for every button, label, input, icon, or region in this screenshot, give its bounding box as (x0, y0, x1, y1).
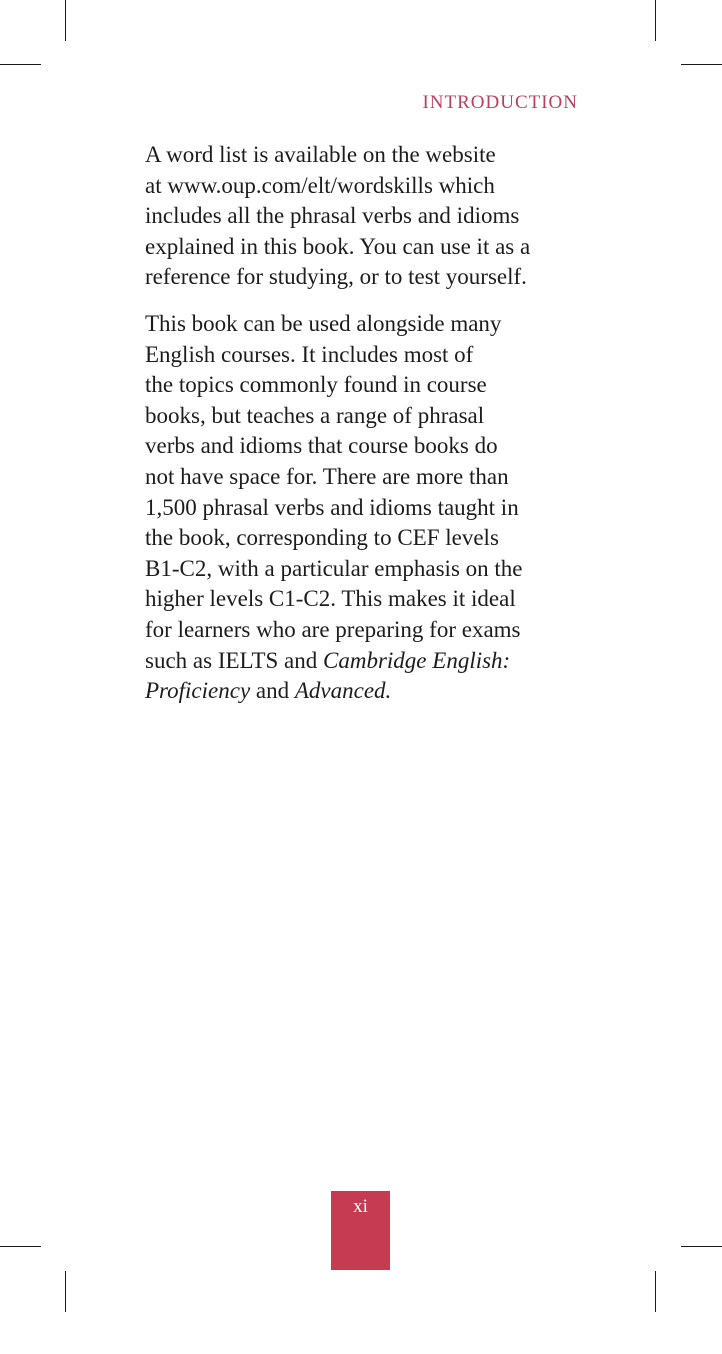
paragraph-word-list (145, 140, 585, 293)
text-line: This book can be used alongside many (145, 310, 502, 336)
text-run: and (250, 678, 295, 704)
crop-mark-bottom-left-h (0, 1246, 41, 1247)
text-line: reference for studying, or to test yourself. (145, 264, 527, 290)
text-line (145, 676, 585, 707)
paragraph-book-use (145, 309, 585, 707)
crop-mark-top-left (65, 0, 66, 41)
text-line: higher levels C1-C2. This makes it ideal (145, 586, 516, 612)
text-line: A word list is available on the website (145, 142, 496, 167)
running-head: INTRODUCTION (422, 92, 578, 113)
crop-mark-top-right (655, 0, 656, 41)
exam-title-proficiency: Proficiency (145, 678, 251, 704)
text-line: explained in this book. You can use it as a (145, 233, 531, 259)
text-line: the topics commonly found in course (145, 372, 487, 398)
text-line: B1-C2, with a particular emphasis on the (145, 555, 523, 581)
exam-title-advanced: Advanced. (294, 678, 392, 704)
text-line: not have space for. There are more than (145, 463, 509, 489)
body-text (145, 140, 585, 723)
text-line: 1,500 phrasal verbs and idioms taught in (145, 494, 519, 520)
crop-mark-bottom-left (65, 1271, 66, 1312)
text-line: books, but teaches a range of phrasal (145, 402, 485, 428)
crop-mark-top-right-h (681, 64, 722, 65)
page-number: xi (331, 1191, 390, 1270)
text-line: the book, corresponding to CEF levels (145, 525, 499, 551)
text-line: verbs and idioms that course books do (145, 433, 498, 459)
text-line (145, 646, 585, 677)
text-run: such as IELTS and (145, 647, 324, 673)
text-line: at www.oup.com/elt/wordskills which (145, 172, 495, 198)
text-line: includes all the phrasal verbs and idioms (145, 203, 520, 229)
crop-mark-bottom-right-h (681, 1246, 722, 1247)
text-line: English courses. It includes most of (145, 341, 474, 367)
exam-title-cambridge: Cambridge English: (323, 647, 511, 673)
crop-mark-top-left-h (0, 64, 41, 65)
text-line: for learners who are preparing for exams (145, 616, 521, 642)
crop-mark-bottom-right (655, 1271, 656, 1312)
